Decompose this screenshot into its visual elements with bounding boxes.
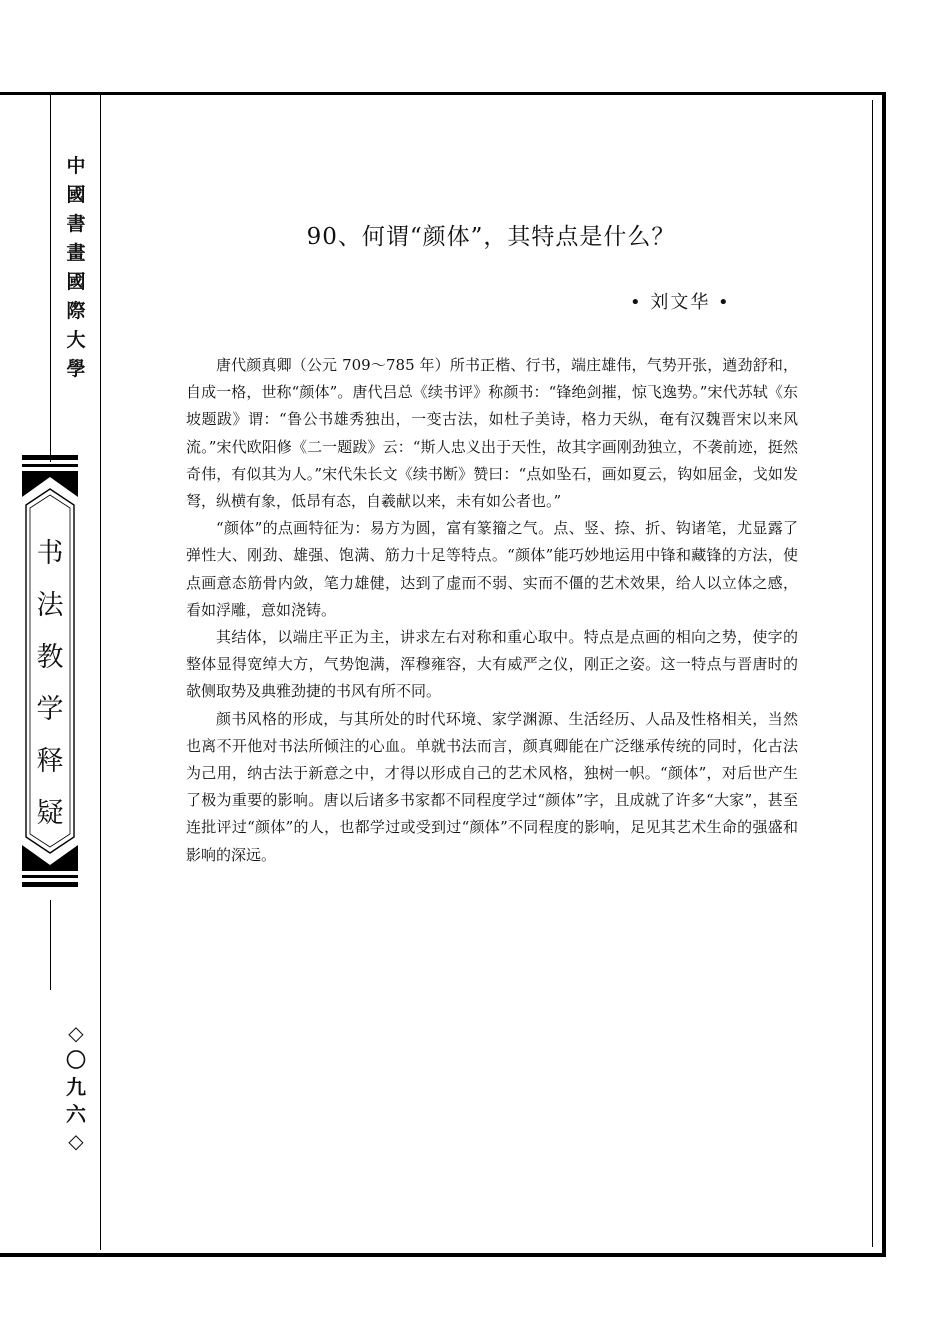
series-title-char: 國 [66, 271, 86, 293]
series-title [62, 152, 90, 384]
book-title-char: 书 [36, 538, 64, 569]
page-number-char: ◇ [68, 1021, 84, 1045]
page-number-char: ◇ [68, 1129, 84, 1153]
series-title-char: 國 [66, 184, 86, 206]
book-title-char: 释 [36, 746, 64, 777]
left-rule-outer [50, 92, 51, 462]
paragraph: 其结体，以端庄平正为主，讲求左右对称和重心取中。特点是点画的相向之势，使字的整体显得宽绰大方，气势饱满，浑穆雍容，大有威严之仪，刚正之姿。这一特点与晋唐时的欹侧取势及典雅劲捷的书风有所不同。 [186, 628, 798, 701]
paragraph: 唐代颜真卿（公元 709～785 年）所书正楷、行书，端庄雄伟，气势开张，遒劲舒和，自成一格，世称“颜体”。唐代吕总《续书评》称颜书：“锋绝剑摧，惊飞逸势。”宋代苏轼《东坡题跋》谓：“鲁公书雄秀独出，一变古法，如杜子美诗，格力天纵，奄有汉魏晋宋以来风流。”宋代欧阳修《二一题跋》云：“斯人忠义出于天性，故其字画刚劲独立，不袭前迹，挺然奇伟，有似其为人。”宋代朱长文《续书断》赞曰：“点如坠石，画如夏云，钩如屈金，戈如发弩，纵横有象，低昂有态，自羲献以来，未有如公者也。” [186, 356, 798, 511]
series-title-char: 大 [66, 329, 86, 351]
article-title: 90、何谓“颜体”，其特点是什么？ [306, 224, 676, 250]
page-number [60, 1020, 92, 1155]
book-title [22, 528, 78, 840]
paragraph: 颜书风格的形成，与其所处的时代环境、家学渊源、生活经历、人品及性格相关，当然也离不开他对书法所倾注的心血。单就书法而言，颜真卿能在广泛继承传统的同时，化古法为己用，纳古法于新意之中，才得以形成自己的艺术风格，独树一帜。“颜体”，对后世产生了极为重要的影响。唐以后诸多书家都不同程度学过“颜体”字，且成就了许多“大家”，甚至连批评过“颜体”的人，也都学过或受到过“颜体”不同程度的影响，足见其艺术生命的强盛和影响的深远。 [186, 709, 798, 864]
series-title-char: 書 [66, 213, 86, 235]
series-title-char: 畫 [66, 242, 86, 264]
series-title-char: 中 [66, 155, 86, 177]
book-title-char: 疑 [36, 798, 64, 829]
book-title-char: 法 [36, 590, 64, 621]
page-number-char: 六 [66, 1102, 86, 1126]
book-title-char: 教 [36, 642, 64, 673]
book-title-char: 学 [36, 694, 64, 725]
series-title-char: 學 [66, 358, 86, 380]
left-rule-outer-lower [50, 900, 51, 990]
series-title-char: 際 [66, 300, 86, 322]
page-number-char: 九 [66, 1075, 86, 1099]
left-rule-inner [100, 92, 101, 1250]
article-body [186, 352, 798, 869]
article-author: • 刘文华 • [630, 292, 731, 313]
page-number-char: 〇 [66, 1048, 86, 1072]
paragraph: “颜体”的点画特征为：易方为圆，富有篆籀之气。点、竖、捺、折、钩诸笔，尤显露了弹性大、刚劲、雄强、饱满、筋力十足等特点。“颜体”能巧妙地运用中锋和藏锋的方法，使点画意态筋骨内敛，笔力雄健，达到了虚而不弱、实而不僵的艺术效果，给人以立体之感，看如浮雕，意如浇铸。 [186, 519, 798, 619]
